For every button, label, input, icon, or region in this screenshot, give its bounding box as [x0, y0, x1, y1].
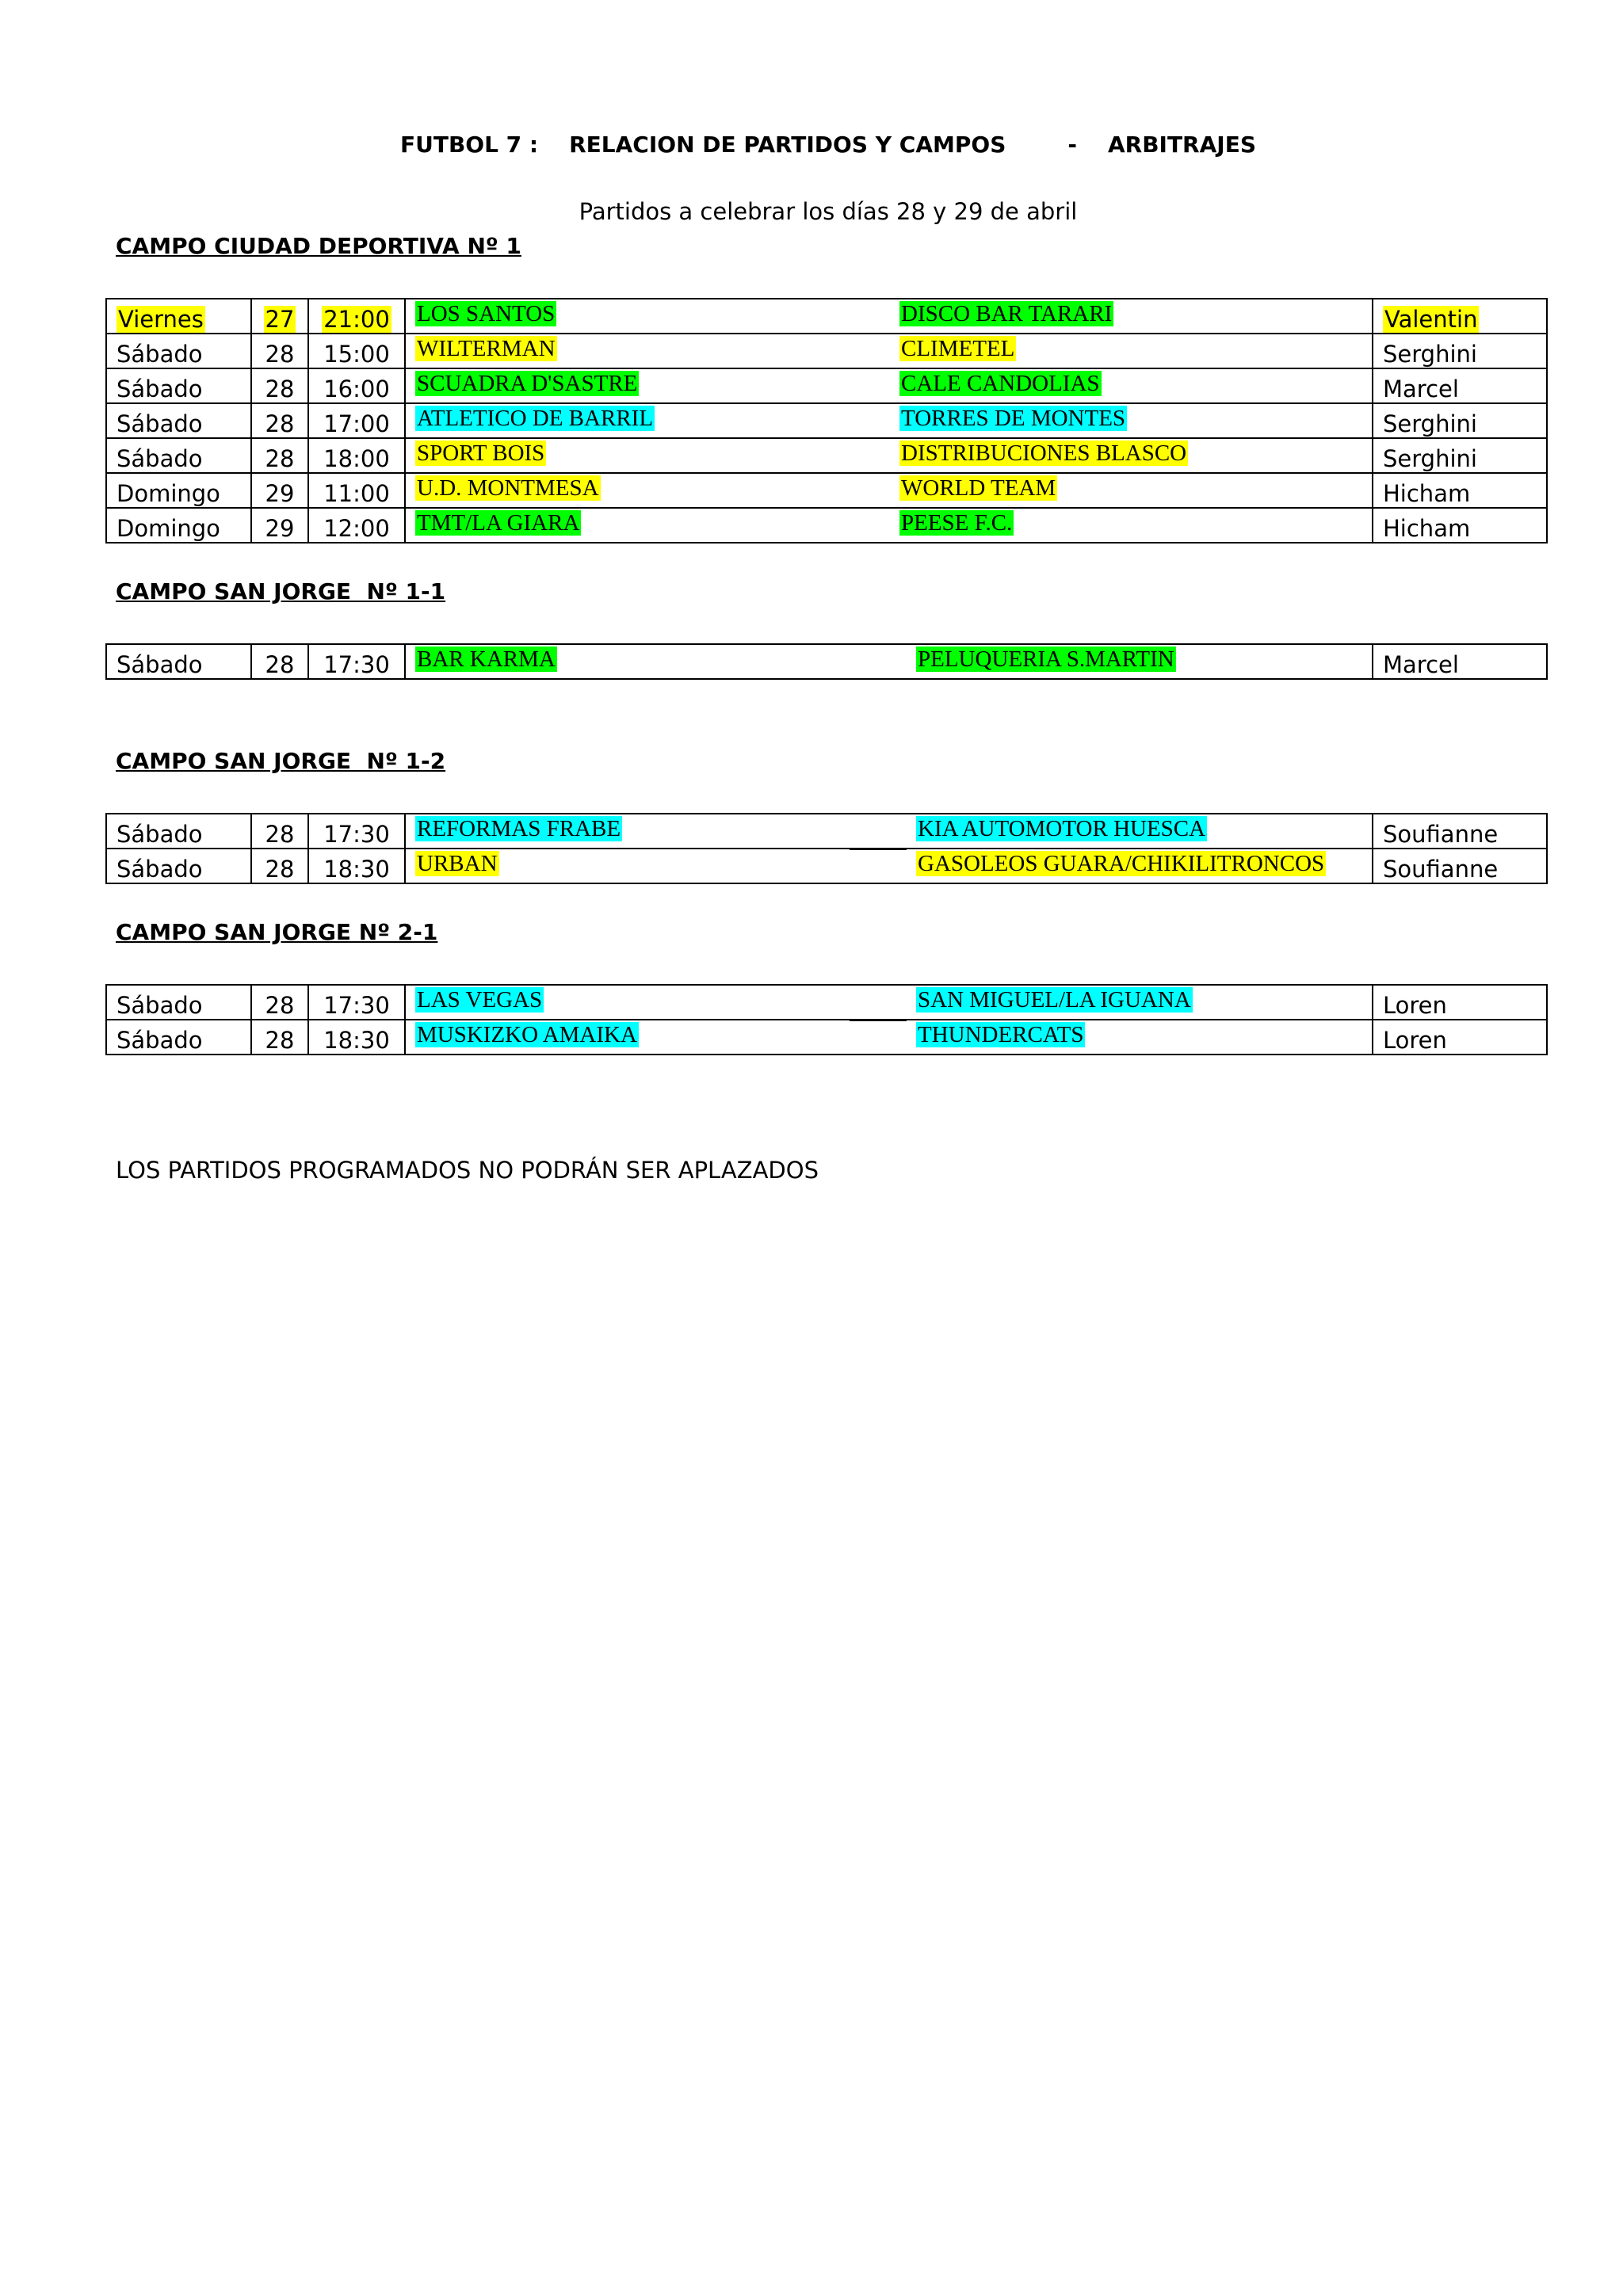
match-day-cell — [106, 508, 251, 543]
home-team-cell — [405, 849, 907, 883]
home-team-cell — [405, 299, 890, 334]
home-team: URBAN — [417, 851, 498, 876]
match-time-cell — [308, 438, 405, 473]
away-team-cell — [890, 299, 1373, 334]
match-day-cell — [106, 334, 251, 368]
match-day-cell — [106, 849, 251, 883]
matches-table-san-jorge-1-1 — [105, 643, 1548, 680]
away-team: PEESE F.C. — [901, 510, 1013, 536]
referee-cell — [1373, 508, 1547, 543]
separator-line — [850, 849, 907, 850]
match-date: 28 — [265, 821, 295, 848]
referee: Serghini — [1383, 445, 1477, 472]
match-date-cell — [251, 403, 308, 438]
away-team-cell — [907, 849, 1373, 883]
section-title-ciudad-deportiva-1: CAMPO CIUDAD DEPORTIVA Nº 1 — [116, 233, 521, 259]
section-title-san-jorge-1-1: CAMPO SAN JORGE Nº 1-1 — [116, 578, 446, 605]
match-day: Sábado — [116, 1027, 203, 1054]
home-team: LOS SANTOS — [417, 301, 556, 326]
away-team: KIA AUTOMOTOR HUESCA — [918, 816, 1206, 841]
match-time-cell — [308, 814, 405, 849]
referee: Loren — [1383, 992, 1447, 1019]
referee-cell — [1373, 1020, 1547, 1055]
match-day-cell — [106, 403, 251, 438]
match-time: 18:30 — [323, 1027, 390, 1054]
home-team: ATLETICO DE BARRIL — [417, 406, 654, 431]
match-time: 17:30 — [323, 651, 390, 678]
home-team: REFORMAS FRABE — [417, 816, 621, 841]
match-row — [106, 508, 1547, 543]
match-date: 28 — [265, 992, 295, 1019]
match-time: 18:00 — [323, 445, 390, 472]
referee-cell — [1373, 985, 1547, 1020]
match-day-cell — [106, 985, 251, 1020]
match-date-cell — [251, 508, 308, 543]
match-date-cell — [251, 985, 308, 1020]
match-date-cell — [251, 849, 308, 883]
away-team-cell — [890, 438, 1373, 473]
match-date: 28 — [265, 1027, 295, 1054]
match-time-cell — [308, 299, 405, 334]
match-time-cell — [308, 368, 405, 403]
match-day-cell — [106, 814, 251, 849]
away-team-cell — [907, 644, 1373, 679]
match-day: Domingo — [116, 515, 220, 542]
match-day: Sábado — [116, 992, 203, 1019]
away-team: TORRES DE MONTES — [901, 406, 1126, 431]
match-day: Sábado — [116, 445, 203, 472]
footer-note: LOS PARTIDOS PROGRAMADOS NO PODRÁN SER APLAZADOS — [116, 1157, 819, 1184]
away-team-cell — [890, 473, 1373, 508]
home-team: TMT/LA GIARA — [417, 510, 580, 536]
referee-cell — [1373, 814, 1547, 849]
referee: Loren — [1383, 1027, 1447, 1054]
match-day: Sábado — [116, 410, 203, 437]
match-day-cell — [106, 299, 251, 334]
match-time-cell — [308, 849, 405, 883]
match-day-cell — [106, 438, 251, 473]
referee: Marcel — [1383, 651, 1459, 678]
match-row — [106, 644, 1547, 679]
match-day: Sábado — [116, 341, 203, 368]
match-time: 17:00 — [323, 410, 390, 437]
referee-cell — [1373, 334, 1547, 368]
match-row — [106, 438, 1547, 473]
match-date: 28 — [265, 651, 295, 678]
match-day: Sábado — [116, 821, 203, 848]
away-team: GASOLEOS GUARA/CHIKILITRONCOS — [918, 851, 1325, 876]
referee: Soufianne — [1383, 856, 1499, 883]
match-day-cell — [106, 1020, 251, 1055]
away-team: DISCO BAR TARARI — [901, 301, 1113, 326]
home-team: MUSKIZKO AMAIKA — [417, 1022, 637, 1047]
away-team: PELUQUERIA S.MARTIN — [918, 646, 1174, 672]
away-team-cell — [907, 1020, 1373, 1055]
match-date-cell — [251, 438, 308, 473]
match-row — [106, 1020, 1547, 1055]
match-day-cell — [106, 644, 251, 679]
away-team-cell — [890, 403, 1373, 438]
match-date-cell — [251, 473, 308, 508]
page-subtitle: Partidos a celebrar los días 28 y 29 de abril — [579, 198, 1078, 225]
matches-table-san-jorge-2-1 — [105, 984, 1548, 1055]
match-day: Sábado — [116, 856, 203, 883]
match-date: 28 — [265, 410, 295, 437]
match-day: Viernes — [118, 306, 204, 333]
match-row — [106, 473, 1547, 508]
away-team-cell — [890, 368, 1373, 403]
away-team: WORLD TEAM — [901, 475, 1056, 501]
separator-line — [850, 1020, 907, 1021]
referee-cell — [1373, 849, 1547, 883]
home-team: LAS VEGAS — [417, 987, 543, 1013]
referee: Serghini — [1383, 410, 1477, 437]
match-time: 11:00 — [323, 480, 390, 507]
match-date: 28 — [265, 445, 295, 472]
referee: Hicham — [1383, 515, 1471, 542]
match-time-cell — [308, 1020, 405, 1055]
match-date-cell — [251, 1020, 308, 1055]
home-team: U.D. MONTMESA — [417, 475, 599, 501]
page-title: FUTBOL 7 : RELACION DE PARTIDOS Y CAMPOS - ARBITRAJES — [399, 132, 1256, 158]
away-team: SAN MIGUEL/LA IGUANA — [918, 987, 1191, 1013]
referee-cell — [1373, 438, 1547, 473]
home-team-cell — [405, 1020, 907, 1055]
home-team: SPORT BOIS — [417, 441, 545, 466]
match-time: 12:00 — [323, 515, 390, 542]
match-time-cell — [308, 644, 405, 679]
away-team-cell — [890, 508, 1373, 543]
home-team-cell — [405, 644, 907, 679]
away-team: THUNDERCATS — [918, 1022, 1084, 1047]
match-date: 28 — [265, 856, 295, 883]
home-team-cell — [405, 368, 890, 403]
match-time-cell — [308, 403, 405, 438]
match-row — [106, 299, 1547, 334]
match-time: 17:30 — [323, 992, 390, 1019]
match-day: Sábado — [116, 651, 203, 678]
home-team: SCUADRA D'SASTRE — [417, 371, 638, 396]
away-team-cell — [907, 985, 1373, 1020]
match-time-cell — [308, 473, 405, 508]
match-date: 27 — [265, 306, 295, 333]
referee-cell — [1373, 368, 1547, 403]
referee-cell — [1373, 473, 1547, 508]
match-row — [106, 368, 1547, 403]
referee: Hicham — [1383, 480, 1471, 507]
match-time: 21:00 — [323, 306, 390, 333]
referee: Serghini — [1383, 341, 1477, 368]
match-time-cell — [308, 985, 405, 1020]
home-team-cell — [405, 438, 890, 473]
home-team-cell — [405, 403, 890, 438]
match-day: Sábado — [116, 376, 203, 402]
referee-cell — [1373, 403, 1547, 438]
referee-cell — [1373, 644, 1547, 679]
match-date: 29 — [265, 480, 295, 507]
section-title-san-jorge-1-2: CAMPO SAN JORGE Nº 1-2 — [116, 748, 446, 774]
match-row — [106, 334, 1547, 368]
away-team: CALE CANDOLIAS — [901, 371, 1100, 396]
away-team-cell — [890, 334, 1373, 368]
away-team: DISTRIBUCIONES BLASCO — [901, 441, 1187, 466]
referee: Marcel — [1383, 376, 1459, 402]
home-team-cell — [405, 508, 890, 543]
match-row — [106, 403, 1547, 438]
match-row — [106, 814, 1547, 849]
home-team-cell — [405, 334, 890, 368]
match-time-cell — [308, 508, 405, 543]
referee: Valentin — [1384, 306, 1478, 333]
home-team: WILTERMAN — [417, 336, 556, 361]
home-team: BAR KARMA — [417, 646, 556, 672]
match-date: 29 — [265, 515, 295, 542]
match-row — [106, 985, 1547, 1020]
match-date-cell — [251, 368, 308, 403]
match-day: Domingo — [116, 480, 220, 507]
match-time: 15:00 — [323, 341, 390, 368]
match-time: 18:30 — [323, 856, 390, 883]
match-date-cell — [251, 644, 308, 679]
home-team-cell — [405, 473, 890, 508]
match-date-cell — [251, 334, 308, 368]
match-date: 28 — [265, 376, 295, 402]
match-date-cell — [251, 299, 308, 334]
match-time: 16:00 — [323, 376, 390, 402]
match-day-cell — [106, 368, 251, 403]
referee-cell — [1373, 299, 1547, 334]
match-time-cell — [308, 334, 405, 368]
home-team-cell — [405, 985, 907, 1020]
home-team-cell — [405, 814, 907, 849]
match-date: 28 — [265, 341, 295, 368]
match-date-cell — [251, 814, 308, 849]
match-time: 17:30 — [323, 821, 390, 848]
matches-table-ciudad-deportiva-1 — [105, 298, 1548, 543]
away-team-cell — [907, 814, 1373, 849]
section-title-san-jorge-2-1: CAMPO SAN JORGE Nº 2-1 — [116, 919, 438, 945]
referee: Soufianne — [1383, 821, 1499, 848]
matches-table-san-jorge-1-2 — [105, 813, 1548, 884]
away-team: CLIMETEL — [901, 336, 1015, 361]
match-row — [106, 849, 1547, 883]
match-day-cell — [106, 473, 251, 508]
